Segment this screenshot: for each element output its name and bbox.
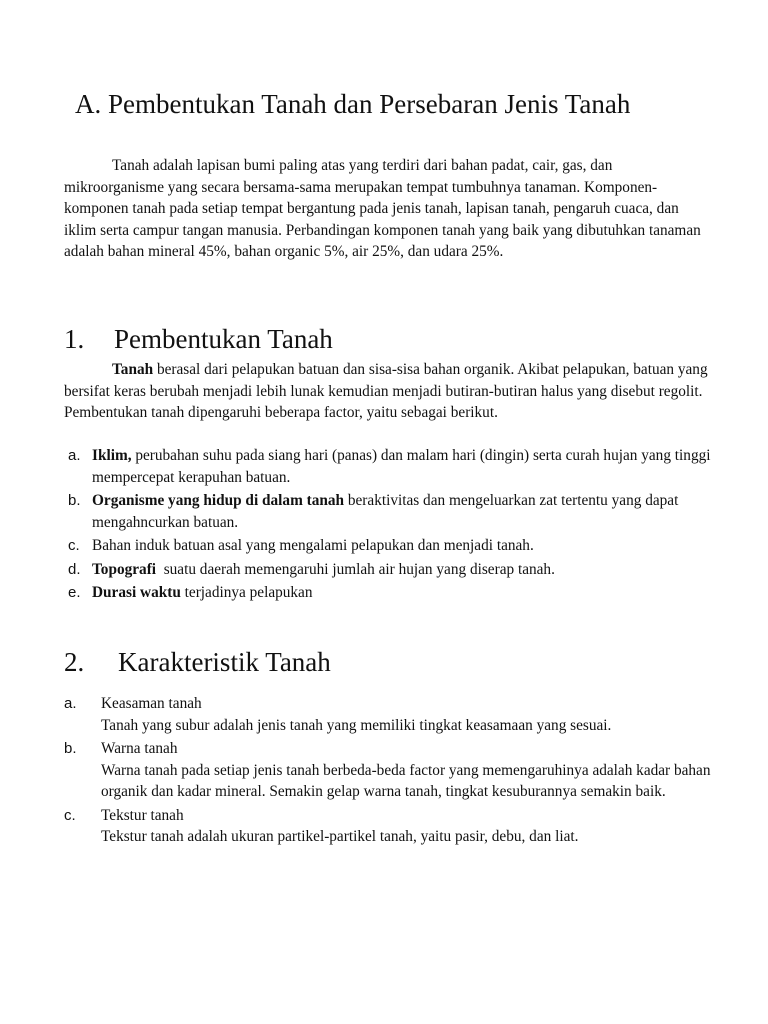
section-a-paragraph	[64, 155, 714, 263]
list-marker: c.	[68, 537, 80, 554]
list-marker: e.	[68, 584, 81, 601]
list-marker: a.	[68, 447, 81, 464]
list-item	[64, 490, 714, 533]
list-item-title: Tekstur tanah	[101, 806, 184, 824]
section-2-heading	[64, 646, 331, 679]
list-marker: a.	[64, 695, 77, 712]
section-1-title: Pembentukan Tanah	[114, 324, 333, 354]
section-a-paragraph-text: Tanah adalah lapisan bumi paling atas yang terdiri dari bahan padat, cair, gas, dan mikroorganisme yang secara bersama-sama merupakan tempat tumbuhnya tanaman. Komponen-komponen tanah pada setiap tempat bergantung pada jenis tanah, lapisan tanah, pengaruh cuaca, dan iklim serta campur tangan manusia. Perbandingan komponen tanah yang baik yang dibutuhkan tanaman adalah bahan mineral 45%, bahan organic 5%, air 25%, dan udara 25%.	[64, 157, 701, 260]
list-marker: b.	[64, 740, 77, 757]
list-marker: b.	[68, 492, 81, 509]
section-1-intro-text: berasal dari pelapukan batuan dan sisa-sisa bahan organik. Akibat pelapukan, batuan yang bersifat keras berubah menjadi lebih lunak kemudian menjadi butiran-butiran halus yang disebut regolit. Pembentukan tanah dipengaruhi beberapa factor, yaitu sebagai berikut.	[64, 361, 708, 421]
characteristic-list	[64, 693, 714, 850]
list-item-bold: Organisme yang hidup di dalam tanah	[92, 492, 345, 509]
list-item-desc: Warna tanah pada setiap jenis tanah berbeda-beda factor yang memengaruhinya adalah kadar bahan organik dan kadar mineral. Semakin gelap warna tanah, tingkat kesuburannya semakin baik.	[101, 761, 711, 800]
section-1-intro	[64, 359, 714, 424]
section-1-heading	[64, 323, 333, 356]
list-item-bold: Topografi	[92, 560, 157, 578]
list-marker: c.	[64, 806, 76, 824]
section-2-number: 2.	[64, 647, 85, 677]
factor-list	[64, 445, 714, 606]
list-item-title: Warna tanah	[101, 740, 178, 757]
list-item-desc: Tekstur tanah adalah ukuran partikel-partikel tanah, yaitu pasir, debu, dan liat.	[101, 828, 579, 845]
list-item	[64, 738, 714, 803]
list-item	[64, 559, 714, 581]
list-item-desc: Tanah yang subur adalah jenis tanah yang memiliki tingkat keasamaan yang sesuai.	[101, 716, 612, 734]
list-marker: d.	[68, 560, 81, 578]
section-1-number: 1.	[64, 324, 85, 354]
list-item-text: Bahan induk batuan asal yang mengalami pelapukan dan menjadi tanah.	[92, 537, 534, 554]
section-a-heading: A. Pembentukan Tanah dan Persebaran Jenis Tanah	[75, 89, 631, 119]
list-item	[64, 693, 714, 736]
list-item-text: suatu daerah memengaruhi jumlah air hujan yang diserap tanah.	[156, 560, 555, 578]
list-item-bold: Iklim,	[92, 447, 132, 464]
list-item	[64, 445, 714, 488]
list-item-text: terjadinya pelapukan	[180, 584, 313, 601]
list-item-text: perubahan suhu pada siang hari (panas) dan malam hari (dingin) serta curah hujan yang tinggi mempercepat kerapuhan batuan.	[92, 447, 711, 486]
list-item	[64, 805, 714, 848]
section-1-intro-bold: Tanah	[112, 361, 154, 378]
list-item-text: beraktivitas dan mengeluarkan zat tertentu yang dapat mengahncurkan batuan.	[92, 492, 679, 531]
list-item	[64, 535, 714, 557]
list-item-title: Keasaman tanah	[101, 695, 202, 712]
list-item-bold: Durasi waktu	[92, 584, 181, 601]
list-item	[64, 582, 714, 604]
section-2-title: Karakteristik Tanah	[118, 647, 331, 677]
